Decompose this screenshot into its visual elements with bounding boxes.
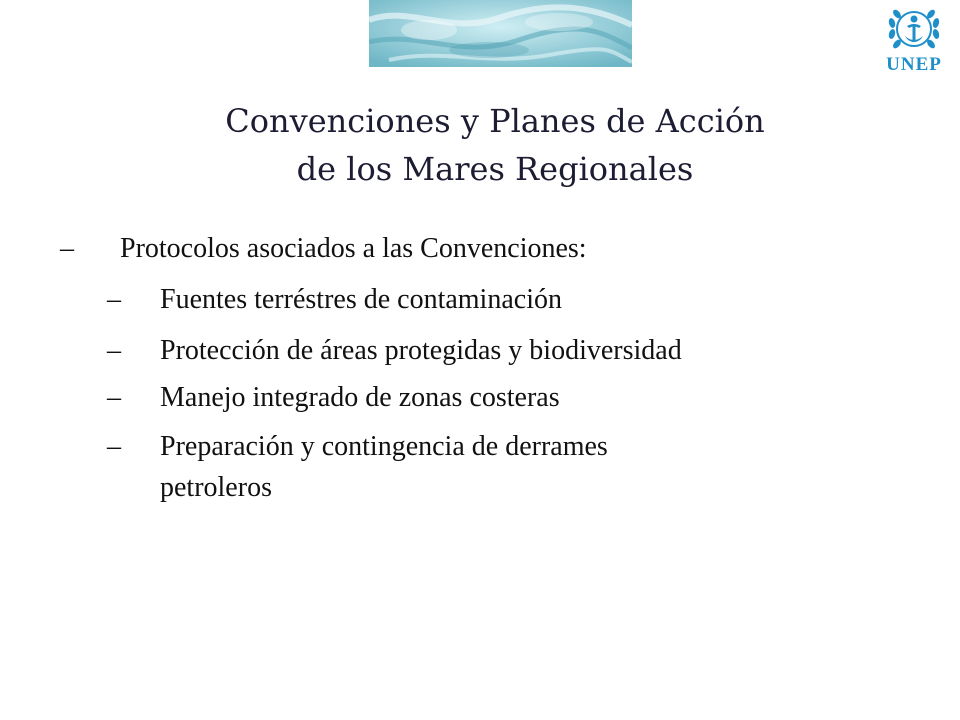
sub-bullet-text: Fuentes terréstres de contaminación (160, 284, 562, 315)
sub-bullet-text-continued: petroleros (160, 472, 272, 503)
sub-bullet-text: Manejo integrado de zonas costeras (160, 382, 560, 413)
title-line-1: Convenciones y Planes de Acción (225, 102, 765, 140)
bullet-main-text: Protocolos asociados a las Convenciones: (120, 233, 587, 264)
bullet-dash: – (107, 382, 121, 413)
bullet-dash: – (107, 284, 121, 315)
logo-text: UNEP (886, 54, 942, 75)
bullet-dash: – (107, 431, 121, 462)
sub-bullet-text: Preparación y contingencia de derrames (160, 431, 608, 462)
title-line-2: de los Mares Regionales (296, 150, 694, 188)
bullet-dash: – (60, 233, 74, 264)
sub-bullet-text: Protección de áreas protegidas y biodiversidad (160, 335, 682, 366)
bullet-dash: – (107, 335, 121, 366)
